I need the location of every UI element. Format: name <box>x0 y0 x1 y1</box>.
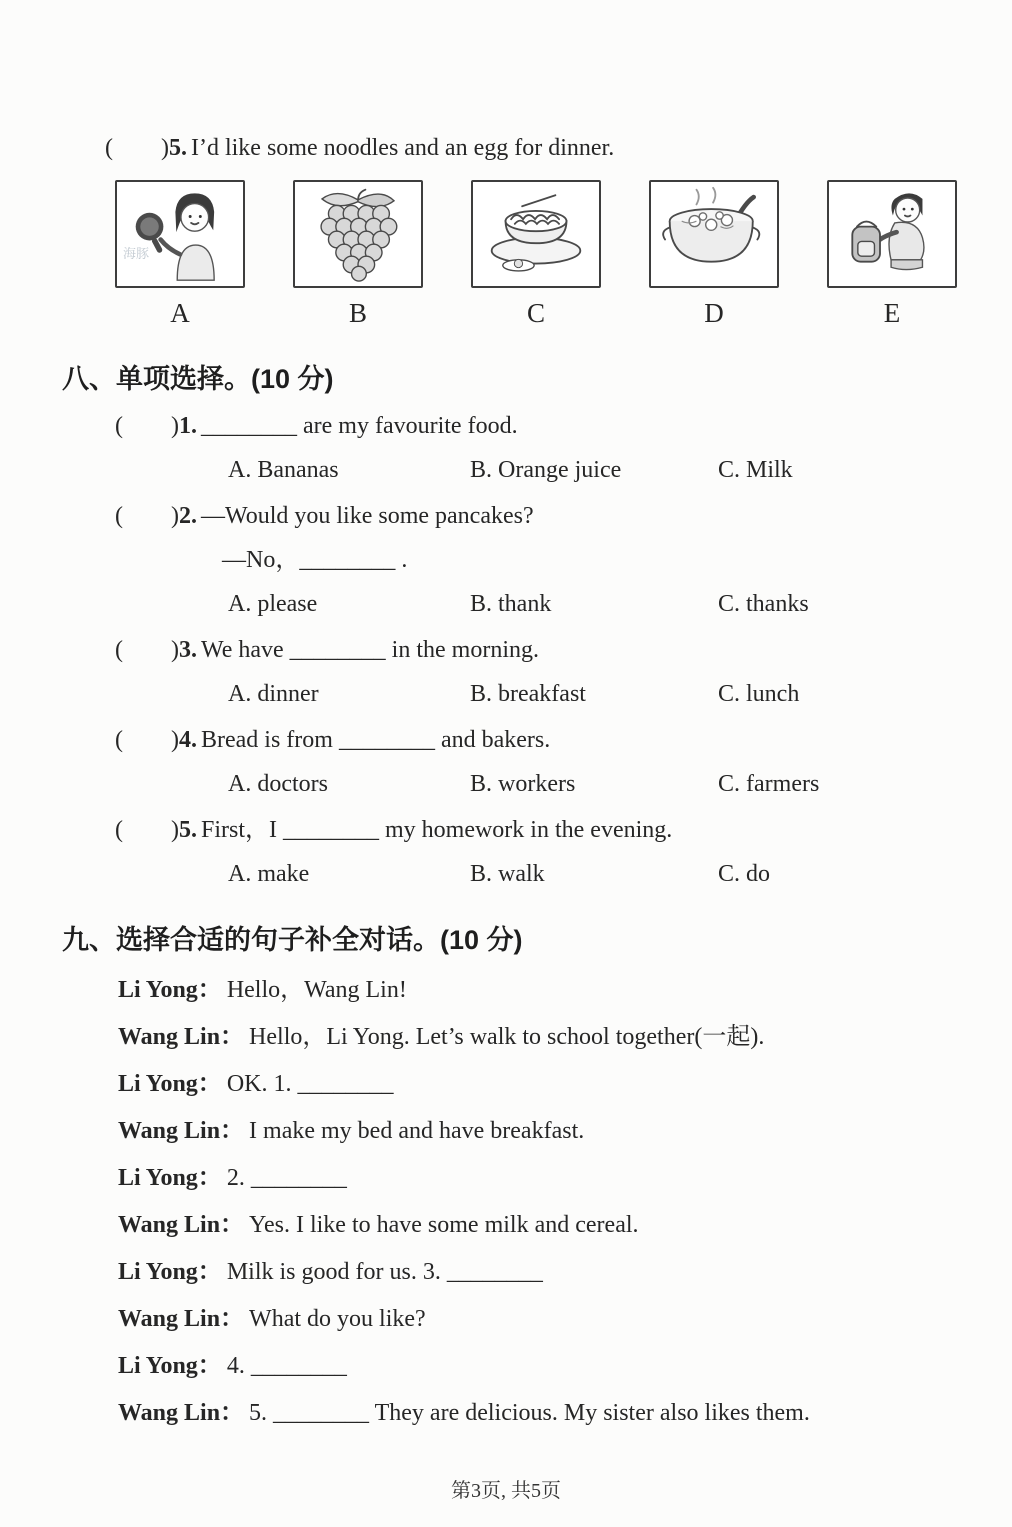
question-2 <box>62 500 952 620</box>
dialogue-block <box>62 975 952 1429</box>
dialogue-line <box>118 1116 952 1147</box>
dialogue-text: Hello，Wang Lin! <box>226 977 407 1003</box>
dialogue-line <box>118 1304 952 1335</box>
dialogue-text: Hello，Li Yong. Let’s walk to school together(一起). <box>249 1024 765 1050</box>
question-4 <box>62 724 952 800</box>
question-number: 5. <box>168 135 187 161</box>
answer-bracket: ( ) <box>115 637 179 663</box>
option-a: A. doctors <box>228 771 328 797</box>
section8-title: 八、单项选择。(10 分) <box>62 364 334 394</box>
picture-frame-d <box>649 180 779 288</box>
section9-title: 九、选择合适的句子补全对话。(10 分) <box>62 925 523 955</box>
speaker-name: Li Yong： <box>118 1071 222 1097</box>
speaker-name: Wang Lin： <box>118 1306 245 1332</box>
picture-label-c: C <box>526 298 545 328</box>
question-text: We have ________ in the morning. <box>200 637 539 663</box>
picture-option-a <box>115 180 245 329</box>
picture-label-b: B <box>348 298 367 328</box>
picture-option-c <box>471 180 601 329</box>
dialogue-line <box>118 1163 952 1194</box>
girl-with-mirror-icon <box>121 186 239 282</box>
dialogue-line <box>118 1351 952 1382</box>
option-a: A. make <box>228 861 310 887</box>
speaker-name: Wang Lin： <box>118 1212 245 1238</box>
speaker-name: Wang Lin： <box>118 1024 245 1050</box>
picture-label-d: D <box>704 298 724 328</box>
speaker-name: Li Yong： <box>118 977 222 1003</box>
dialogue-text: 5. ________ They are delicious. My sister also likes them. <box>249 1400 810 1426</box>
option-a: A. please <box>228 591 318 617</box>
dialogue-line <box>118 1210 952 1241</box>
option-c: C. thanks <box>718 591 809 617</box>
option-c: C. farmers <box>718 771 820 797</box>
picture-frame-b <box>293 180 423 288</box>
dialogue-line <box>118 1022 952 1053</box>
question-5 <box>62 814 952 890</box>
option-b: B. Orange juice <box>470 457 622 483</box>
picture-option-d <box>649 180 779 329</box>
answer-bracket: ( ) <box>105 135 169 161</box>
question-text: —Would you like some pancakes? <box>200 503 534 529</box>
option-b: B. thank <box>470 591 552 617</box>
answer-bracket: ( ) <box>115 413 179 439</box>
option-b: B. workers <box>470 771 576 797</box>
dialogue-text: What do you like? <box>249 1306 426 1332</box>
dialogue-text: OK. 1. ________ <box>226 1071 394 1097</box>
soup-pot-icon <box>655 186 773 282</box>
dialogue-text: I make my bed and have breakfast. <box>249 1118 585 1144</box>
option-c: C. Milk <box>718 457 793 483</box>
page-number-footer: 第3页, 共5页 <box>451 1480 561 1502</box>
picture-option-e <box>827 180 957 329</box>
noodles-plate-icon <box>477 186 595 282</box>
grapes-icon <box>299 186 417 282</box>
speaker-name: Li Yong： <box>118 1353 222 1379</box>
question-number: 4. <box>178 727 197 753</box>
question-text: I’d like some noodles and an egg for dinner. <box>190 135 615 161</box>
question-text: First，I ________ my homework in the evening. <box>200 817 673 843</box>
dialogue-text: Milk is good for us. 3. ________ <box>226 1259 543 1285</box>
picture-options-row <box>115 180 952 329</box>
dialogue-line <box>118 1069 952 1100</box>
question-text-line2: —No，________ . <box>222 547 408 573</box>
speaker-name: Wang Lin： <box>118 1118 245 1144</box>
question-3 <box>62 634 952 710</box>
answer-bracket: ( ) <box>115 727 179 753</box>
question-number: 1. <box>178 413 197 439</box>
option-b: B. breakfast <box>470 681 586 707</box>
picture-frame-e <box>827 180 957 288</box>
speaker-name: Li Yong： <box>118 1259 222 1285</box>
picture-label-e: E <box>883 298 901 328</box>
speaker-name: Wang Lin： <box>118 1400 245 1426</box>
picture-option-b <box>293 180 423 329</box>
dialogue-text: 2. ________ <box>226 1165 347 1191</box>
question-1 <box>62 410 952 486</box>
dialogue-line <box>118 1398 952 1429</box>
question-number: 2. <box>178 503 197 529</box>
option-c: C. lunch <box>718 681 800 707</box>
picture-frame-a <box>115 180 245 288</box>
dialogue-text: Yes. I like to have some milk and cereal. <box>249 1212 639 1238</box>
question-number: 3. <box>178 637 197 663</box>
option-a: A. dinner <box>228 681 319 707</box>
answer-bracket: ( ) <box>115 503 179 529</box>
speaker-name: Li Yong： <box>118 1165 222 1191</box>
answer-bracket: ( ) <box>115 817 179 843</box>
listening-question-5 <box>105 132 952 164</box>
picture-frame-c <box>471 180 601 288</box>
question-text: ________ are my favourite food. <box>200 413 518 439</box>
option-a: A. Bananas <box>228 457 339 483</box>
dialogue-text: 4. ________ <box>226 1353 347 1379</box>
picture-label-a: A <box>170 298 190 328</box>
question-number: 5. <box>178 817 197 843</box>
kid-with-backpack-icon <box>833 186 951 282</box>
question-text: Bread is from ________ and bakers. <box>200 727 551 753</box>
dialogue-line <box>118 1257 952 1288</box>
option-b: B. walk <box>470 861 545 887</box>
option-c: C. do <box>718 861 771 887</box>
watermark: 海豚 <box>123 246 150 261</box>
dialogue-line <box>118 975 952 1006</box>
